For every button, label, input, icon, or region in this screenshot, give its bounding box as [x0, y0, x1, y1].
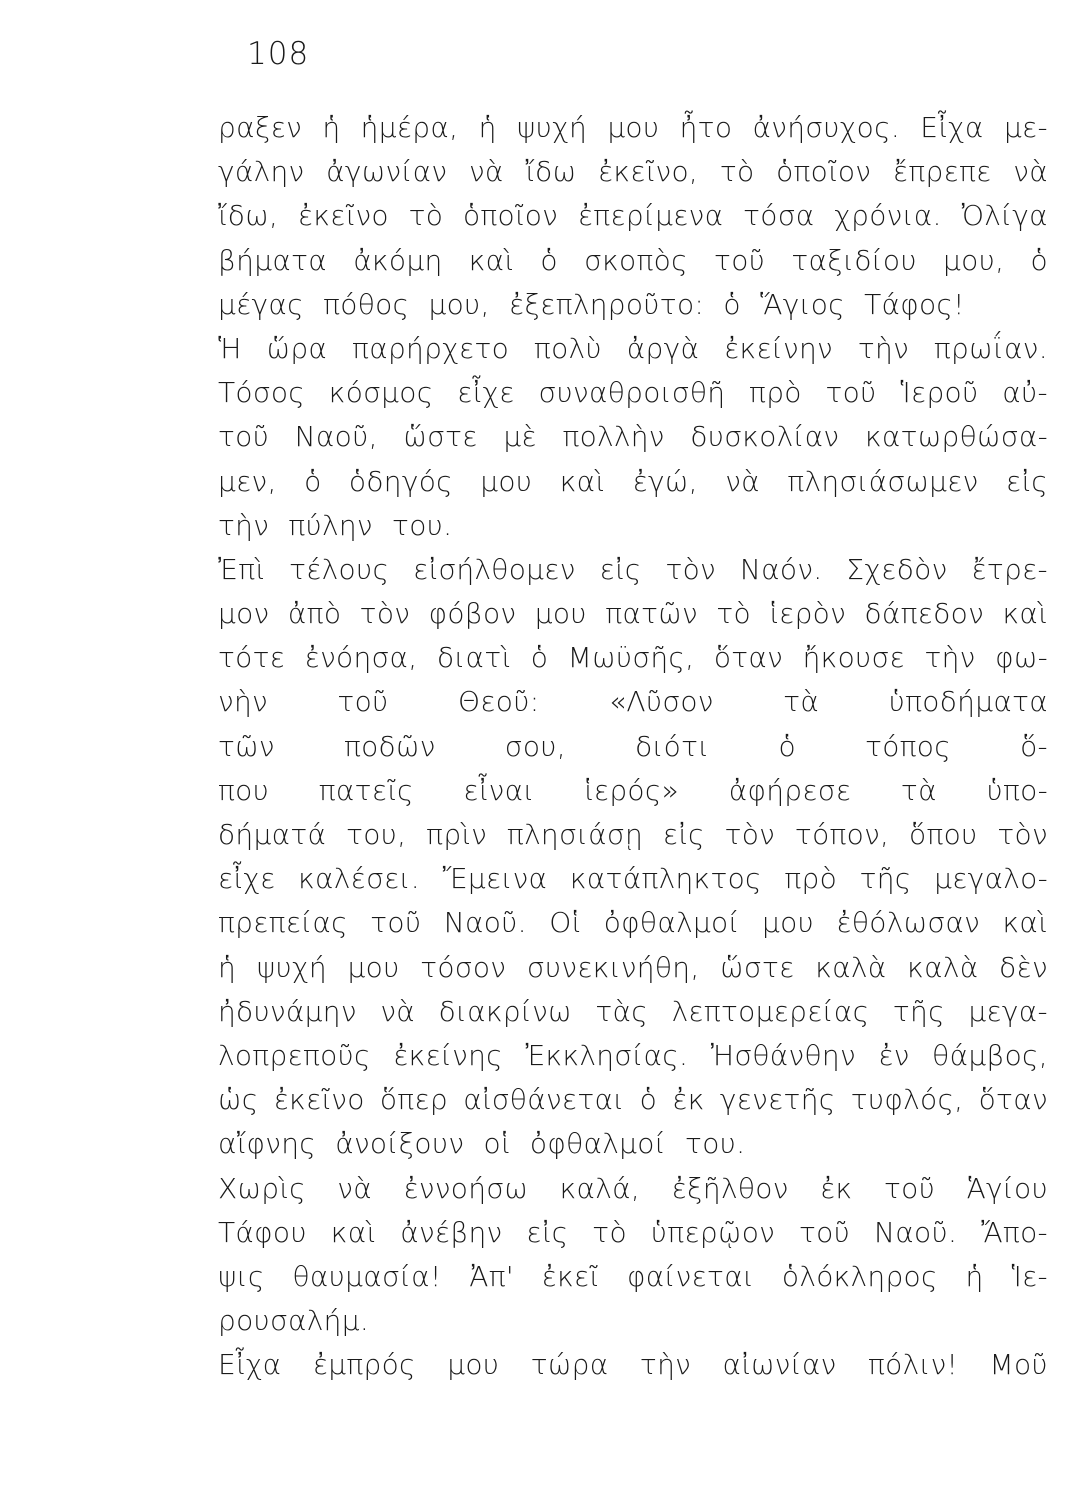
text-line: τὴν πύλην του.: [218, 508, 453, 542]
text-line: τοῦ Ναοῦ, ὥστε μὲ πολλὴν δυσκολίαν κατωρθώσα-: [218, 420, 1048, 454]
text-line: ψις θαυμασία! Ἀπ' ἐκεῖ φαίνεται ὁλόκληρος ἡ Ἱε-: [218, 1259, 1048, 1293]
text-line: γάλην ἀγωνίαν νὰ ἴδω ἐκεῖνο, τὸ ὁποῖον ἔπρεπε νὰ: [218, 155, 1048, 189]
text-line: ἡ ψυχή μου τόσον συνεκινήθη, ὥστε καλὰ καλὰ δὲν: [218, 950, 1048, 984]
text-line: ὡς ἐκεῖνο ὅπερ αἰσθάνεται ὁ ἐκ γενετῆς τυφλός, ὅταν: [218, 1083, 1048, 1117]
text-line: τότε ἐνόησα, διατὶ ὁ Μωϋσῆς, ὅταν ἤκουσε τὴν φω-: [218, 641, 1048, 675]
text-line: που πατεῖς εἶναι ἱερός» ἀφήρεσε τὰ ὑπο-: [218, 773, 1048, 807]
text-line: τῶν ποδῶν σου, διότι ὁ τόπος ὅ-: [218, 729, 1048, 763]
text-line: μέγας πόθος μου, ἐξεπληροῦτο: ὁ Ἅγιος Τάφος!: [218, 287, 965, 321]
text-line: εἶχε καλέσει. Ἔμεινα κατάπληκτος πρὸ τῆς μεγαλο-: [218, 862, 1048, 896]
text-line: βήματα ἀκόμη καὶ ὁ σκοπὸς τοῦ ταξιδίου μου, ὁ: [218, 243, 1048, 277]
text-line: Εἶχα ἐμπρός μου τώρα τὴν αἰωνίαν πόλιν! Μοῦ: [218, 1348, 1048, 1382]
text-line: Ἐπὶ τέλους εἰσήλθομεν εἰς τὸν Ναόν. Σχεδὸν ἔτρε-: [218, 552, 1048, 586]
text-line: νὴν τοῦ Θεοῦ: «Λῦσον τὰ ὑποδήματα: [218, 685, 1048, 719]
text-line: ρουσαλήμ.: [218, 1304, 370, 1338]
text-line: αἴφνης ἀνοίξουν οἱ ὀφθαλμοί του.: [218, 1127, 746, 1161]
text-line: δήματά του, πρὶν πλησιάσῃ εἰς τὸν τόπον, ὅπου τὸν: [218, 818, 1048, 851]
text-line: μεν, ὁ ὁδηγός μου καὶ ἐγώ, νὰ πλησιάσωμεν εἰς: [218, 464, 1048, 498]
text-line: λοπρεποῦς ἐκείνης Ἐκκλησίας. Ἠσθάνθην ἐν θάμβος,: [218, 1038, 1048, 1072]
text-line: ραξεν ἡ ἡμέρα, ἡ ψυχή μου ἦτο ἀνήσυχος. Εἶχα με-: [218, 111, 1048, 144]
body-text: [218, 106, 1048, 1387]
text-line: Τόσος κόσμος εἶχε συναθροισθῆ πρὸ τοῦ Ἱεροῦ αὐ-: [218, 376, 1048, 410]
text-line: ἠδυνάμην νὰ διακρίνω τὰς λεπτομερείας τῆς μεγα-: [218, 994, 1048, 1028]
text-line: Τάφου καὶ ἀνέβην εἰς τὸ ὑπερῷον τοῦ Ναοῦ. Ἄπο-: [218, 1215, 1048, 1249]
text-line: ἴδω, ἐκεῖνο τὸ ὁποῖον ἐπερίμενα τόσα χρόνια. Ὀλίγα: [218, 199, 1048, 233]
page-number: 108: [247, 36, 310, 72]
text-line: Χωρὶς νὰ ἐννοήσω καλά, ἐξῆλθον ἐκ τοῦ Ἁγίου: [218, 1171, 1048, 1205]
text-line: Ἡ ὥρα παρήρχετο πολὺ ἀργὰ ἐκείνην τὴν πρωΐαν.: [218, 331, 1048, 365]
text-line: μον ἀπὸ τὸν φόβον μου πατῶν τὸ ἱερὸν δάπεδον καὶ: [218, 597, 1048, 631]
text-line: πρεπείας τοῦ Ναοῦ. Οἱ ὀφθαλμοί μου ἐθόλωσαν καὶ: [218, 906, 1048, 940]
